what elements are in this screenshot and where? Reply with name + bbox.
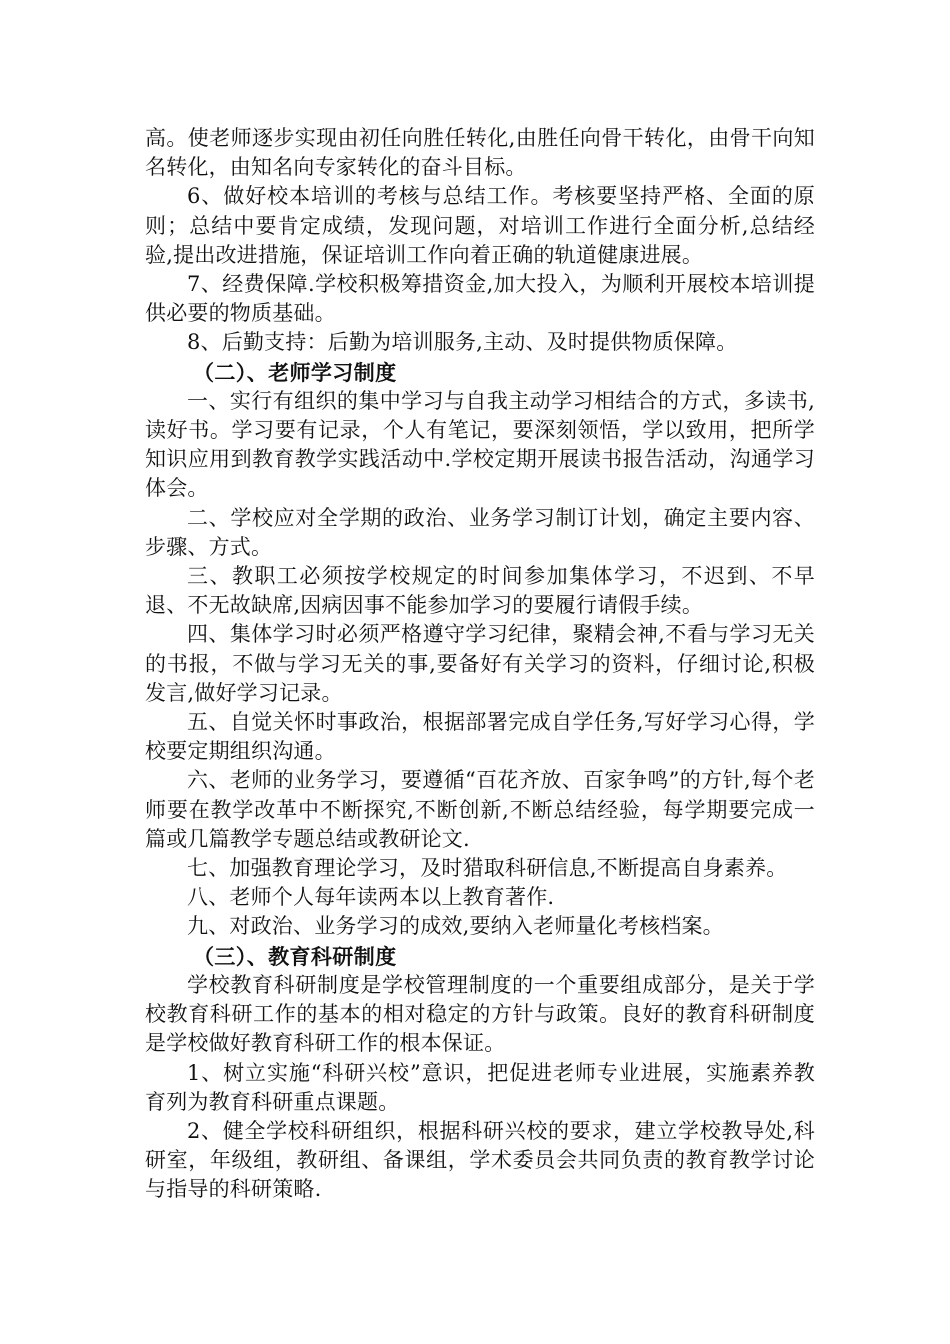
paragraph-item-6: 6、做好校本培训的考核与总结工作。考核要坚持严格、全面的原则；总结中要肯定成绩，发现问题，对培训工作进行全面分析,总结经验,提出改进措施，保证培训工作向着正确的轨道健康进展。 <box>145 184 815 267</box>
paragraph-study-1: 一、实行有组织的集中学习与自我主动学习相结合的方式，多读书,读好书。学习要有记录，个人有笔记，要深刻领悟，学以致用，把所学知识应用到教育教学实践活动中.学校定期开展读书报告活动，沟通学习体会。 <box>145 388 815 501</box>
paragraph-research-2: 2、健全学校科研组织，根据科研兴校的要求，建立学校教导处,科研室，年级组，教研组、备课组，学术委员会共同负责的教育教学讨论与指导的科研策略. <box>145 1118 815 1202</box>
section-heading-teacher-study: （二）、老师学习制度 <box>193 359 397 385</box>
paragraph-continued: 高。使老师逐步实现由初任向胜任转化,由胜任向骨干转化，由骨干向知名转化，由知名向专家转化的奋斗目标。 <box>145 126 815 180</box>
paragraph-study-5: 五、自觉关怀时事政治，根据部署完成自学任务,写好学习心得，学校要定期组织沟通。 <box>145 710 815 764</box>
paragraph-study-2: 二、学校应对全学期的政治、业务学习制订计划，确定主要内容、步骤、方式。 <box>145 505 815 559</box>
paragraph-research-1: 1、树立实施“科研兴校”意识，把促进老师专业进展，实施素养教育列为教育科研重点课题。 <box>145 1060 815 1114</box>
paragraph-item-7: 7、经费保障.学校积极筹措资金,加大投入，为顺利开展校本培训提供必要的物质基础。 <box>145 272 815 326</box>
paragraph-research-intro: 学校教育科研制度是学校管理制度的一个重要组成部分，是关于学校教育科研工作的基本的相对稳定的方针与政策。良好的教育科研制度是学校做好教育科研工作的根本保证。 <box>145 972 815 1056</box>
paragraph-study-7: 七、加强教育理论学习，及时猎取科研信息,不断提高自身素养。 <box>187 856 788 881</box>
paragraph-study-6: 六、老师的业务学习，要遵循“百花齐放、百家争鸣”的方针,每个老师要在教学改革中不断探究,不断创新,不断总结经验，每学期要完成一篇或几篇教学专题总结或教研论文. <box>145 768 815 851</box>
section-heading-research: （三）、教育科研制度 <box>193 943 397 969</box>
paragraph-study-9: 九、对政治、业务学习的成效,要纳入老师量化考核档案。 <box>187 914 724 939</box>
paragraph-study-3: 三、教职工必须按学校规定的时间参加集体学习，不迟到、不早退、不无故缺席,因病因事不能参加学习的要履行请假手续。 <box>145 564 815 618</box>
paragraph-study-4: 四、集体学习时必须严格遵守学习纪律，聚精会神,不看与学习无关的书报，不做与学习无关的事,要备好有关学习的资料，仔细讨论,积极发言,做好学习记录。 <box>145 622 815 705</box>
paragraph-study-8: 八、老师个人每年读两本以上教育著作. <box>187 885 555 910</box>
document-body <box>145 124 815 1205</box>
paragraph-item-8: 8、后勤支持：后勤为培训服务,主动、及时提供物质保障。 <box>187 330 738 355</box>
